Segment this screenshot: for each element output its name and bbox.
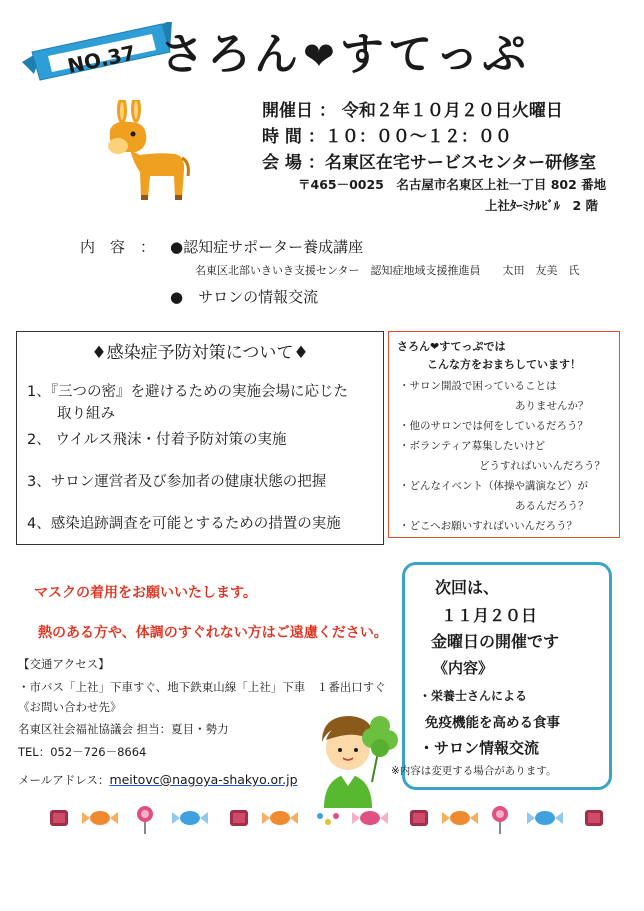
access-line: ・市バス「上社」下車すぐ、地下鉄東山線「上社」下車 １番出口すぐ (18, 680, 386, 694)
candy-icon (262, 811, 298, 825)
content-item-2: ● サロンの情報交流 (170, 288, 319, 306)
email-link[interactable]: meitovc@nagoya-shakyo.or.jp (109, 772, 298, 787)
event-date: 開催日 ： 令和２年１０月２０日火曜日 (262, 101, 563, 121)
salon-box-line: ・サロン開設で困っていることは (399, 380, 557, 392)
next-bullet-1b: 免疫機能を高める食事 (425, 715, 560, 731)
donkey-illustration (100, 100, 190, 205)
title-left: さろん (160, 29, 301, 80)
event-venue: 会 場 ：名東区在宅サービスセンター研修室 (262, 153, 597, 173)
next-bullet-1: ・栄養士さんによる (419, 689, 528, 703)
salon-box-title: さろん❤すてっぷでは (397, 340, 506, 353)
contact-title: 《お問い合わせ先》 (18, 700, 122, 714)
next-bullet-2: ・サロン情報交流 (419, 739, 540, 757)
salon-box-line: ・どんなイベント（体操や講演など）が (399, 480, 588, 492)
child-with-clover-illustration (310, 712, 405, 812)
infection-item: 2、 ウイルス飛沫・付着予防対策の実施 (27, 432, 287, 448)
access-title: 【交通アクセス】 (18, 657, 110, 671)
salon-box-line: ・ボランティア募集したいけど (399, 440, 546, 452)
lollipop-icon (492, 806, 508, 834)
dots-icon (317, 813, 339, 825)
next-note: ※内容は変更する場合があります。 (391, 765, 557, 777)
next-intro: 次回は、 (435, 578, 500, 597)
candy-border-decoration (40, 800, 620, 840)
heart-icon: ❤ (303, 34, 338, 78)
next-content-label: 《内容》 (433, 659, 494, 677)
mask-notice: マスクの着用をお願いいたします。 (34, 585, 257, 601)
salon-invitation-box (388, 331, 620, 538)
infection-item: 1、『三つの密』を避けるための実施会場に応じた (27, 384, 348, 400)
salon-box-line: あるんだろう？ (515, 500, 589, 512)
infection-item: 3、サロン運営者及び参加者の健康状態の把握 (27, 474, 327, 490)
speaker-info: 名東区北部いきいき支援センター 認知症地域支援推進員 太田 友美 氏 (195, 264, 580, 277)
salon-box-subtitle: こんな方をおまちしています！ (427, 358, 581, 371)
page-title (160, 18, 529, 82)
salon-box-line: ・どこへお願いすればいいんだろう？ (399, 520, 578, 532)
title-right: すてっぷ (339, 29, 530, 80)
candy-icon (82, 811, 118, 825)
candy-icon (527, 811, 563, 825)
candy-icon (442, 811, 478, 825)
next-day: 金曜日の開催です (431, 632, 560, 651)
infection-prevention-box (16, 331, 384, 545)
candy-icon (585, 810, 603, 826)
fever-notice: 熱のある方や、体調のすぐれない方はご遠慮ください。 (38, 625, 388, 641)
venue-address: 〒465－0025 名古屋市名東区上社一丁目 802 番地 (298, 177, 607, 192)
salon-box-line: どうすればいいんだろう？ (479, 460, 605, 472)
content-label: 内 容 ： (80, 238, 156, 256)
infection-item: 取り組み (57, 406, 115, 422)
contact-email-row (18, 772, 298, 788)
content-item-1: ●認知症サポーター養成講座 (170, 238, 364, 256)
email-label: メールアドレス： (18, 773, 110, 787)
issue-number: NO.37 (65, 40, 138, 79)
event-time: 時 間 ：１０：００〜１２：００ (262, 127, 512, 147)
candy-icon (172, 811, 208, 825)
candy-icon (410, 810, 428, 826)
infection-item: 4、感染追跡調査を可能とするための措置の実施 (27, 516, 341, 532)
candy-icon (230, 810, 248, 826)
candy-icon (352, 811, 388, 825)
lollipop-icon (137, 806, 153, 834)
next-session-box (391, 562, 612, 790)
contact-org: 名東区社会福祉協議会 担当：夏目・勢力 (18, 722, 229, 736)
contact-tel: TEL：052－726－8664 (18, 745, 147, 759)
next-date: １１月２０日 (441, 606, 538, 625)
infection-heading: ♦感染症予防対策について♦ (91, 343, 309, 363)
salon-box-line: ・他のサロンでは何をしているだろう？ (399, 420, 588, 432)
salon-box-line: ありませんか？ (515, 400, 589, 412)
candy-icon (50, 810, 68, 826)
venue-building: 上社ﾀｰﾐﾅﾙﾋﾞﾙ 2 階 (485, 198, 599, 213)
issue-ribbon-badge (22, 22, 172, 102)
